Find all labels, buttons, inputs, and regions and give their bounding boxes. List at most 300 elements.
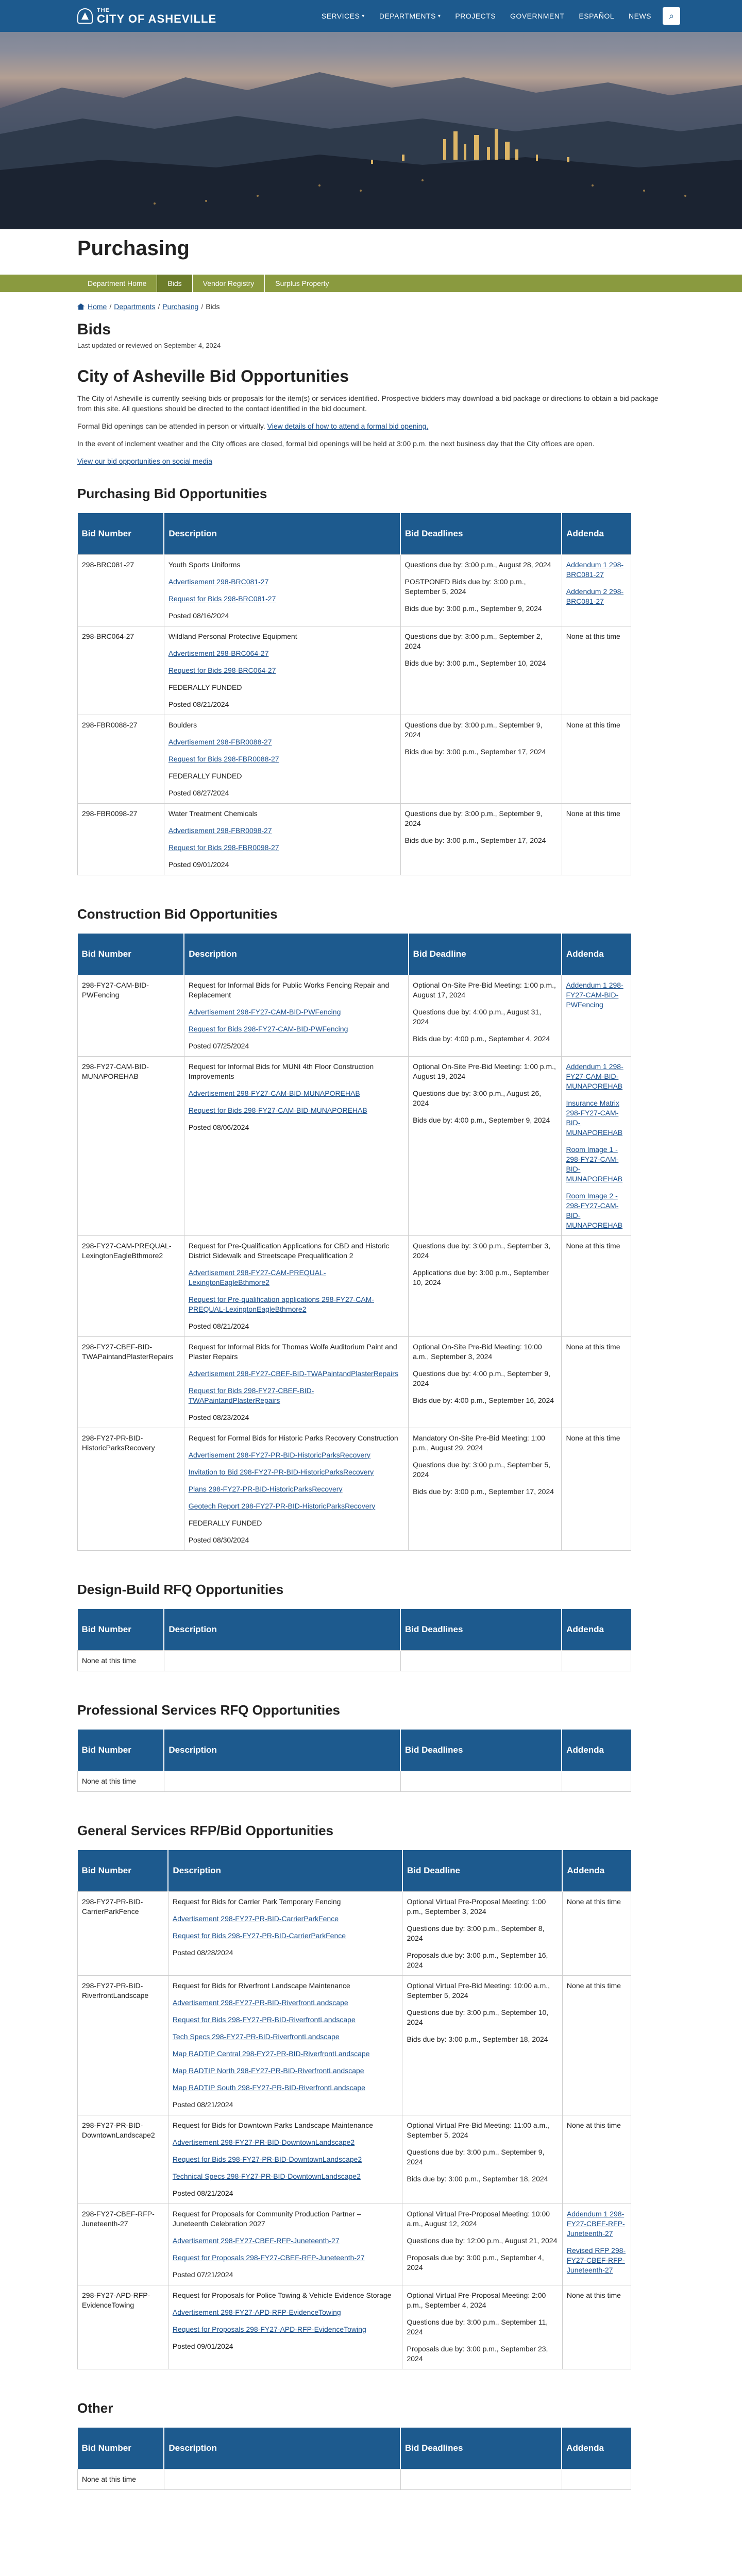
column-header: Description	[164, 513, 400, 555]
bid-number-cell: 298-FY27-APD-RFP-EvidenceTowing	[78, 2285, 168, 2369]
nav-item-label: SERVICES	[321, 12, 360, 20]
cell-text: Bids due by: 3:00 p.m., September 10, 2024	[404, 659, 546, 667]
cell-text: None at this time	[566, 1981, 621, 1990]
document-link[interactable]: Geotech Report 298-FY27-PR-BID-HistoricParksRecovery	[188, 1502, 376, 1510]
document-link[interactable]: Advertisement 298-FY27-CBEF-BID-TWAPaintandPlasterRepairs	[188, 1369, 398, 1378]
breadcrumb-separator: /	[109, 302, 112, 311]
description-cell	[164, 1651, 400, 1671]
cell-text: None at this time	[566, 721, 620, 729]
table-row	[78, 626, 631, 715]
cell-text: Questions due by: 3:00 p.m., August 26, 2024	[413, 1089, 542, 1107]
formal-bid-paragraph	[77, 421, 665, 431]
column-header: Addenda	[562, 1850, 631, 1892]
cell-text: Applications due by: 3:00 p.m., September 10, 2024	[413, 1268, 549, 1286]
description-cell	[184, 975, 408, 1057]
bid-number-cell: 298-FY27-CAM-BID-PWFencing	[78, 975, 184, 1057]
addenda-cell	[562, 1337, 631, 1428]
cell-text: Request for Bids for Riverfront Landscape Maintenance	[172, 1981, 350, 1990]
table-row	[78, 1337, 631, 1428]
document-link[interactable]: Request for Proposals 298-FY27-APD-RFP-EvidenceTowing	[172, 2325, 366, 2333]
document-link[interactable]: Advertisement 298-FY27-CAM-BID-PWFencing	[188, 1008, 341, 1016]
column-header: Bid Number	[78, 1730, 164, 1771]
column-header: Bid Deadlines	[400, 1609, 562, 1651]
cell-text: Questions due by: 3:00 p.m., September 9, 2024	[407, 2148, 545, 2166]
bid-number-cell: 298-FY27-CAM-PREQUAL-LexingtonEagleBthmore2	[78, 1236, 184, 1337]
addenda-cell	[562, 2115, 631, 2204]
document-link[interactable]: Technical Specs 298-FY27-PR-BID-DowntownLandscape2	[172, 2172, 361, 2180]
table-row	[78, 1236, 631, 1337]
document-link[interactable]: Advertisement 298-FY27-APD-RFP-EvidenceTowing	[172, 2308, 341, 2316]
deadline-cell	[400, 715, 562, 804]
description-cell	[164, 715, 400, 804]
column-header: Bid Number	[78, 513, 164, 555]
table-head	[78, 2428, 631, 2469]
breadcrumb-item[interactable]: Home	[88, 302, 107, 311]
cell-text: Bids due by: 3:00 p.m., September 17, 2024	[404, 836, 546, 844]
cell-text: Bids due by: 4:00 p.m., September 16, 2024	[413, 1396, 554, 1404]
cell-text: None at this time	[566, 1434, 620, 1442]
bid-number-cell: 298-FY27-PR-BID-RiverfrontLandscape	[78, 1976, 168, 2115]
document-link[interactable]: Request for Bids 298-BRC064-27	[168, 666, 276, 674]
document-link[interactable]: Request for Bids 298-FY27-CAM-BID-PWFencing	[188, 1025, 348, 1033]
document-link[interactable]: Map RADTIP South 298-FY27-PR-BID-RiverfrontLandscape	[172, 2083, 365, 2092]
description-cell	[164, 2469, 400, 2490]
table-body	[78, 2469, 631, 2490]
cell-text: Posted 09/01/2024	[172, 2342, 233, 2350]
section-heading: Professional Services RFQ Opportunities	[77, 1702, 341, 1718]
table-row	[78, 1976, 631, 2115]
nav-item-español[interactable]	[571, 7, 621, 25]
column-header: Description	[168, 1850, 402, 1892]
deadline-cell	[402, 1892, 562, 1976]
document-link[interactable]: Advertisement 298-FY27-PR-BID-DowntownLandscape2	[172, 2138, 355, 2146]
document-link[interactable]: Advertisement 298-FY27-CAM-PREQUAL-LexingtonEagleBthmore2	[188, 1268, 326, 1286]
table-row	[78, 2469, 631, 2490]
breadcrumb-separator: /	[158, 302, 160, 311]
addenda-cell	[562, 626, 631, 715]
bid-number-cell: 298-BRC064-27	[78, 626, 164, 715]
bid-opportunities-heading: City of Asheville Bid Opportunities	[77, 367, 349, 385]
breadcrumb-item[interactable]: Purchasing	[162, 302, 199, 311]
document-link[interactable]: Advertisement 298-BRC064-27	[168, 649, 269, 657]
bid-number-cell: 298-FY27-PR-BID-HistoricParksRecovery	[78, 1428, 184, 1551]
table-row	[78, 1771, 631, 1792]
cell-text: Questions due by: 3:00 p.m., September 2, 2024	[404, 632, 543, 650]
nav-item-projects[interactable]	[448, 7, 503, 25]
column-header: Description	[164, 2428, 400, 2469]
document-link[interactable]: Invitation to Bid 298-FY27-PR-BID-HistoricParksRecovery	[188, 1468, 374, 1476]
table-body	[78, 1651, 631, 1671]
logo-text-big: CITY OF ASHEVILLE	[97, 12, 217, 25]
cell-text: Questions due by: 3:00 p.m., September 10, 2024	[407, 2008, 549, 2026]
column-header: Addenda	[562, 1730, 631, 1771]
column-header: Bid Deadlines	[400, 513, 562, 555]
deadline-cell	[400, 626, 562, 715]
cell-text: Posted 08/28/2024	[172, 1948, 233, 1957]
document-link[interactable]: Request for Pre-qualification applications 298-FY27-CAM-PREQUAL-LexingtonEagleBthmore2	[188, 1295, 374, 1313]
document-link[interactable]: Request for Bids 298-FBR0088-27	[168, 755, 279, 763]
bid-number-cell: 298-FBR0098-27	[78, 804, 164, 875]
cell-text: Request for Bids for Carrier Park Temporary Fencing	[172, 1897, 341, 1906]
intro-paragraph: The City of Asheville is currently seeking bids or proposals for the item(s) or services identified. Prospective bidders may download a bid package or directions to obtain a bid package from this site. All questions should be directed to the contact identified in the bid document.	[77, 394, 659, 413]
nav-item-label: GOVERNMENT	[510, 12, 565, 20]
cell-text: Bids due by: 3:00 p.m., September 17, 2024	[413, 1487, 554, 1496]
hero-cityscape-image	[0, 0, 742, 229]
nav-item-government[interactable]	[503, 7, 571, 25]
bid-number-cell: 298-BRC081-27	[78, 555, 164, 626]
document-link[interactable]: Addendum 1 298-BRC081-27	[566, 561, 624, 579]
addenda-cell	[562, 2469, 631, 2490]
document-link[interactable]: Addendum 1 298-FY27-CAM-BID-PWFencing	[566, 981, 623, 1009]
document-link[interactable]: Request for Bids 298-FY27-PR-BID-CarrierParkFence	[172, 1931, 346, 1940]
addenda-cell	[562, 1057, 631, 1236]
breadcrumb-separator: /	[201, 302, 204, 311]
deadline-cell	[402, 2285, 562, 2369]
document-link[interactable]: Advertisement 298-FY27-PR-BID-RiverfrontLandscape	[172, 1998, 348, 2007]
table-header-row	[78, 2428, 631, 2469]
table-row	[78, 1428, 631, 1551]
bid-number-cell: 298-FY27-CBEF-RFP-Juneteenth-27	[78, 2204, 168, 2285]
document-link[interactable]: Advertisement 298-FY27-CBEF-RFP-Juneteenth-27	[172, 2236, 340, 2245]
table-row	[78, 975, 631, 1057]
description-cell	[164, 804, 400, 875]
cell-text: Request for Proposals for Community Production Partner – Juneteenth Celebration 2027	[172, 2210, 361, 2228]
chevron-down-icon: ▾	[437, 13, 441, 19]
logo-text-small: THE	[97, 7, 110, 13]
document-link[interactable]: Advertisement 298-FY27-PR-BID-HistoricParksRecovery	[188, 1451, 370, 1459]
deadline-cell	[409, 1428, 562, 1551]
subnav-item-surplus-property[interactable]: Surplus Property	[275, 279, 329, 287]
bids-table	[77, 2428, 631, 2490]
description-cell	[164, 555, 400, 626]
table-head	[78, 1609, 631, 1651]
section-heading: Purchasing Bid Opportunities	[77, 486, 267, 501]
cell-text: Mandatory On-Site Pre-Bid Meeting: 1:00 p.m., August 29, 2024	[413, 1434, 545, 1452]
cell-text: Posted 08/21/2024	[168, 700, 229, 708]
cell-text: Bids due by: 3:00 p.m., September 18, 2024	[407, 2175, 548, 2183]
table-row	[78, 2115, 631, 2204]
document-link[interactable]: Advertisement 298-FBR0088-27	[168, 738, 272, 746]
document-link[interactable]: Advertisement 298-BRC081-27	[168, 578, 269, 586]
cell-text: Proposals due by: 3:00 p.m., September 4, 2024	[407, 2253, 544, 2272]
nav-item-label: DEPARTMENTS	[379, 12, 436, 20]
bid-number-cell: 298-FBR0088-27	[78, 715, 164, 804]
table-row	[78, 715, 631, 804]
search-icon[interactable]: ⌕	[663, 7, 680, 25]
column-header: Bid Deadline	[409, 934, 562, 975]
table-row	[78, 804, 631, 875]
cell-text: Questions due by: 3:00 p.m., September 9, 2024	[404, 721, 543, 739]
document-link[interactable]: Tech Specs 298-FY27-PR-BID-RiverfrontLandscape	[172, 2032, 340, 2041]
cell-text: Request for Formal Bids for Historic Parks Recovery Construction	[188, 1434, 398, 1442]
document-link[interactable]: Map RADTIP Central 298-FY27-PR-BID-RiverfrontLandscape	[172, 2049, 370, 2058]
deadline-cell	[400, 555, 562, 626]
document-link[interactable]: Request for Proposals 298-FY27-CBEF-RFP-Juneteenth-27	[172, 2253, 365, 2262]
cell-text: None at this time	[566, 2291, 621, 2299]
addenda-cell	[562, 1651, 631, 1671]
cell-text: FEDERALLY FUNDED	[168, 772, 242, 780]
addenda-cell	[562, 2204, 631, 2285]
description-cell	[184, 1057, 408, 1236]
document-link[interactable]: Room Image 1 - 298-FY27-CAM-BID-MUNAPOREHAB	[566, 1145, 623, 1183]
formal-bid-text: Formal Bid openings can be attended in person or virtually.	[77, 422, 265, 430]
cell-text: Optional On-Site Pre-Bid Meeting: 10:00 a.m., September 3, 2024	[413, 1343, 542, 1361]
last-updated-text: Last updated or reviewed on September 4, 2024	[77, 342, 221, 349]
column-header: Bid Number	[78, 934, 184, 975]
cell-text: Posted 08/06/2024	[188, 1123, 249, 1131]
cell-text: Questions due by: 3:00 p.m., September 5, 2024	[413, 1461, 551, 1479]
cell-text: Questions due by: 4:00 p.m., September 9, 2024	[413, 1369, 551, 1387]
cell-text: Posted 08/30/2024	[188, 1536, 249, 1544]
cell-text: Posted 08/23/2024	[188, 1413, 249, 1421]
table-row	[78, 1651, 631, 1671]
column-header: Description	[164, 1730, 400, 1771]
bid-sections	[77, 486, 665, 2490]
document-link[interactable]: Plans 298-FY27-PR-BID-HistoricParksRecovery	[188, 1485, 343, 1493]
cell-text: Questions due by: 3:00 p.m., August 28, 2024	[404, 561, 551, 569]
cell-text: Questions due by: 3:00 p.m., September 9, 2024	[404, 809, 543, 827]
intro-text	[77, 393, 665, 466]
addenda-cell	[562, 2285, 631, 2369]
nav-item-services[interactable]	[314, 7, 372, 25]
cell-text: Posted 08/21/2024	[188, 1322, 249, 1330]
column-header: Bid Deadlines	[400, 1730, 562, 1771]
table-body	[78, 555, 631, 875]
cell-text: Optional Virtual Pre-Proposal Meeting: 1:00 p.m., September 3, 2024	[407, 1897, 546, 1916]
cell-text: Bids due by: 4:00 p.m., September 9, 2024	[413, 1116, 550, 1124]
cell-text: None at this time	[566, 2121, 621, 2129]
column-header: Bid Number	[78, 1609, 164, 1651]
deadline-cell	[409, 1057, 562, 1236]
bid-number-cell: 298-FY27-PR-BID-CarrierParkFence	[78, 1892, 168, 1976]
cell-text: Posted 08/16/2024	[168, 612, 229, 620]
document-link[interactable]: Request for Bids 298-FY27-CAM-BID-MUNAPOREHAB	[188, 1106, 367, 1114]
document-link[interactable]: Addendum 1 298-FY27-CBEF-RFP-Juneteenth-27	[566, 2210, 625, 2238]
column-header: Description	[184, 934, 408, 975]
column-header: Addenda	[562, 1609, 631, 1651]
document-link[interactable]: Request for Bids 298-FY27-CBEF-BID-TWAPaintandPlasterRepairs	[188, 1386, 314, 1404]
table-row	[78, 2285, 631, 2369]
deadline-cell	[409, 975, 562, 1057]
deadline-cell	[409, 1236, 562, 1337]
bids-table	[77, 1609, 631, 1671]
nav-item-label: PROJECTS	[455, 12, 496, 20]
bid-number-cell: None at this time	[78, 1771, 164, 1792]
bid-number-cell: None at this time	[78, 2469, 164, 2490]
bid-number-cell: 298-FY27-CBEF-BID-TWAPaintandPlasterRepairs	[78, 1337, 184, 1428]
document-link[interactable]: Room Image 2 - 298-FY27-CAM-BID-MUNAPOREHAB	[566, 1192, 623, 1229]
cell-text: Bids due by: 3:00 p.m., September 18, 2024	[407, 2035, 548, 2043]
breadcrumb	[77, 302, 665, 311]
bid-number-cell: 298-FY27-PR-BID-DowntownLandscape2	[78, 2115, 168, 2204]
cell-text: Posted 08/21/2024	[172, 2189, 233, 2197]
table-header-row	[78, 1850, 631, 1892]
table-header-row	[78, 1609, 631, 1651]
cell-text: Wildland Personal Protective Equipment	[168, 632, 297, 640]
deadline-cell	[402, 2115, 562, 2204]
table-head	[78, 513, 631, 555]
deadline-cell	[409, 1337, 562, 1428]
social-media-link[interactable]: View our bid opportunities on social media	[77, 457, 213, 465]
weather-paragraph: In the event of inclement weather and the City offices are closed, formal bid openings will be held at 3:00 p.m. the next business day that the City offices are open.	[77, 439, 595, 448]
cell-text: Bids due by: 3:00 p.m., September 17, 2024	[404, 748, 546, 756]
addenda-cell	[562, 555, 631, 626]
document-link[interactable]: Advertisement 298-FBR0098-27	[168, 826, 272, 835]
bid-number-cell: 298-FY27-CAM-BID-MUNAPOREHAB	[78, 1057, 184, 1236]
deadline-cell	[400, 1651, 562, 1671]
cell-text: Questions due by: 3:00 p.m., September 3, 2024	[413, 1242, 551, 1260]
table-head	[78, 934, 631, 975]
table-header-row	[78, 934, 631, 975]
bids-table	[77, 1850, 631, 2369]
document-link[interactable]: Request for Bids 298-BRC081-27	[168, 595, 276, 603]
table-body	[78, 1771, 631, 1792]
cell-text: Boulders	[168, 721, 197, 729]
social-media-paragraph	[77, 456, 665, 466]
table-head	[78, 1730, 631, 1771]
document-link[interactable]: Addendum 2 298-BRC081-27	[566, 587, 624, 605]
document-link[interactable]: Advertisement 298-FY27-PR-BID-CarrierParkFence	[172, 1914, 339, 1923]
cell-text: Request for Informal Bids for Public Works Fencing Repair and Replacement	[188, 981, 390, 999]
document-link[interactable]: Addendum 1 298-FY27-CAM-BID-MUNAPOREHAB	[566, 1062, 623, 1090]
deadline-cell	[400, 804, 562, 875]
cell-text: Request for Pre-Qualification Applications for CBD and Historic District Sidewalk and Streetscape Prequalification 2	[188, 1242, 390, 1260]
nav-item-label: ESPAÑOL	[579, 12, 614, 20]
addenda-cell	[562, 715, 631, 804]
section-heading: Design-Build RFQ Opportunities	[77, 1582, 284, 1597]
table-row	[78, 555, 631, 626]
cell-text: Optional On-Site Pre-Bid Meeting: 1:00 p.m., August 17, 2024	[413, 981, 556, 999]
breadcrumb-item[interactable]: Departments	[114, 302, 156, 311]
description-cell	[168, 2115, 402, 2204]
cell-text: None at this time	[566, 809, 620, 818]
cell-text: Optional Virtual Pre-Proposal Meeting: 10:00 a.m., August 12, 2024	[407, 2210, 550, 2228]
home-icon	[77, 303, 85, 310]
bids-table	[77, 513, 631, 875]
table-row	[78, 1057, 631, 1236]
chevron-down-icon: ▾	[362, 13, 365, 19]
cell-text: Questions due by: 3:00 p.m., September 8, 2024	[407, 1924, 545, 1942]
column-header: Bid Deadline	[402, 1850, 562, 1892]
column-header: Bid Number	[78, 1850, 168, 1892]
cell-text: Questions due by: 3:00 p.m., September 11, 2024	[407, 2318, 548, 2336]
deadline-cell	[402, 1976, 562, 2115]
addenda-cell	[562, 1428, 631, 1551]
table-body	[78, 975, 631, 1551]
cell-text: None at this time	[566, 1242, 620, 1250]
section-heading: Other	[77, 2400, 113, 2416]
column-header: Bid Deadlines	[400, 2428, 562, 2469]
main-navigation	[314, 7, 680, 25]
cell-text: Posted 07/25/2024	[188, 1042, 249, 1050]
cell-text: Optional On-Site Pre-Bid Meeting: 1:00 p.m., August 19, 2024	[413, 1062, 556, 1080]
city-logo[interactable]	[77, 7, 216, 25]
document-link[interactable]: Advertisement 298-FY27-CAM-BID-MUNAPOREHAB	[188, 1089, 360, 1097]
nav-item-label: NEWS	[629, 12, 651, 20]
subnav-item-vendor-registry[interactable]: Vendor Registry	[193, 275, 265, 292]
description-cell	[164, 626, 400, 715]
document-link[interactable]: Map RADTIP North 298-FY27-PR-BID-RiverfrontLandscape	[172, 2066, 364, 2075]
cell-text: Questions due by: 4:00 p.m., August 31, 2024	[413, 1008, 542, 1026]
document-link[interactable]: Request for Bids 298-FY27-PR-BID-RiverfrontLandscape	[172, 2015, 356, 2024]
attend-bid-opening-link[interactable]: View details of how to attend a formal bid opening.	[267, 422, 429, 430]
cell-text: Request for Proposals for Police Towing & Vehicle Evidence Storage	[172, 2291, 392, 2299]
top-navigation-bar	[0, 0, 742, 32]
cell-text: None at this time	[566, 1897, 621, 1906]
section-heading: Construction Bid Opportunities	[77, 906, 278, 922]
cell-text: Youth Sports Uniforms	[168, 561, 241, 569]
cell-text: Posted 07/21/2024	[172, 2270, 233, 2279]
addenda-cell	[562, 975, 631, 1057]
column-header: Bid Number	[78, 2428, 164, 2469]
document-link[interactable]: Revised RFP 298-FY27-CBEF-RFP-Juneteenth-27	[566, 2246, 626, 2274]
subnav-item-department-home[interactable]: Department Home	[77, 275, 157, 292]
addenda-cell	[562, 804, 631, 875]
cell-text: Posted 08/27/2024	[168, 789, 229, 797]
description-cell	[168, 2285, 402, 2369]
bids-table	[77, 1730, 631, 1792]
cell-text: Bids due by: 4:00 p.m., September 4, 2024	[413, 1035, 550, 1043]
column-header: Addenda	[562, 2428, 631, 2469]
page-heading: Bids	[77, 321, 111, 338]
deadline-cell	[400, 2469, 562, 2490]
column-header: Addenda	[562, 934, 631, 975]
document-link[interactable]: Insurance Matrix 298-FY27-CAM-BID-MUNAPOREHAB	[566, 1099, 623, 1137]
section-heading: General Services RFP/Bid Opportunities	[77, 1823, 334, 1838]
column-header: Description	[164, 1609, 400, 1651]
table-body	[78, 1892, 631, 2369]
cell-text: Questions due by: 12:00 p.m., August 21, 2024	[407, 2236, 558, 2245]
document-link[interactable]: Request for Bids 298-FBR0098-27	[168, 843, 279, 852]
deadline-cell	[402, 2204, 562, 2285]
cell-text: Water Treatment Chemicals	[168, 809, 258, 818]
bids-table	[77, 934, 631, 1551]
addenda-cell	[562, 1771, 631, 1792]
cell-text: Request for Informal Bids for Thomas Wolfe Auditorium Paint and Plaster Repairs	[188, 1343, 397, 1361]
subnav-item-bids[interactable]: Bids	[157, 275, 192, 292]
department-subnav	[0, 275, 742, 292]
table-head	[78, 1850, 631, 1892]
hero-skyline-graphic	[0, 0, 742, 229]
cell-text: Posted 09/01/2024	[168, 860, 229, 869]
description-cell	[184, 1337, 408, 1428]
nav-item-news[interactable]	[621, 7, 659, 25]
bid-number-cell: None at this time	[78, 1651, 164, 1671]
cell-text: Proposals due by: 3:00 p.m., September 23, 2024	[407, 2345, 548, 2363]
cell-text: POSTPONED Bids due by: 3:00 p.m., September 5, 2024	[404, 578, 526, 596]
description-cell	[168, 1976, 402, 2115]
description-cell	[164, 1771, 400, 1792]
addenda-cell	[562, 1236, 631, 1337]
nav-item-departments[interactable]	[372, 7, 448, 25]
description-cell	[184, 1236, 408, 1337]
main-content	[77, 292, 665, 2490]
table-row	[78, 1892, 631, 1976]
addenda-cell	[562, 1892, 631, 1976]
cell-text: FEDERALLY FUNDED	[168, 683, 242, 691]
description-cell	[168, 1892, 402, 1976]
cell-text: None at this time	[566, 632, 620, 640]
column-header: Addenda	[562, 513, 631, 555]
cell-text: Optional Virtual Pre-Bid Meeting: 10:00 a.m., September 5, 2024	[407, 1981, 550, 1999]
document-link[interactable]: Request for Bids 298-FY27-PR-BID-DowntownLandscape2	[172, 2155, 362, 2163]
cell-text: FEDERALLY FUNDED	[188, 1519, 262, 1527]
cell-text: Request for Bids for Downtown Parks Landscape Maintenance	[172, 2121, 374, 2129]
breadcrumb-item: Bids	[206, 302, 220, 311]
page-title: Purchasing	[77, 237, 190, 260]
city-logo-icon	[77, 8, 93, 24]
description-cell	[184, 1428, 408, 1551]
